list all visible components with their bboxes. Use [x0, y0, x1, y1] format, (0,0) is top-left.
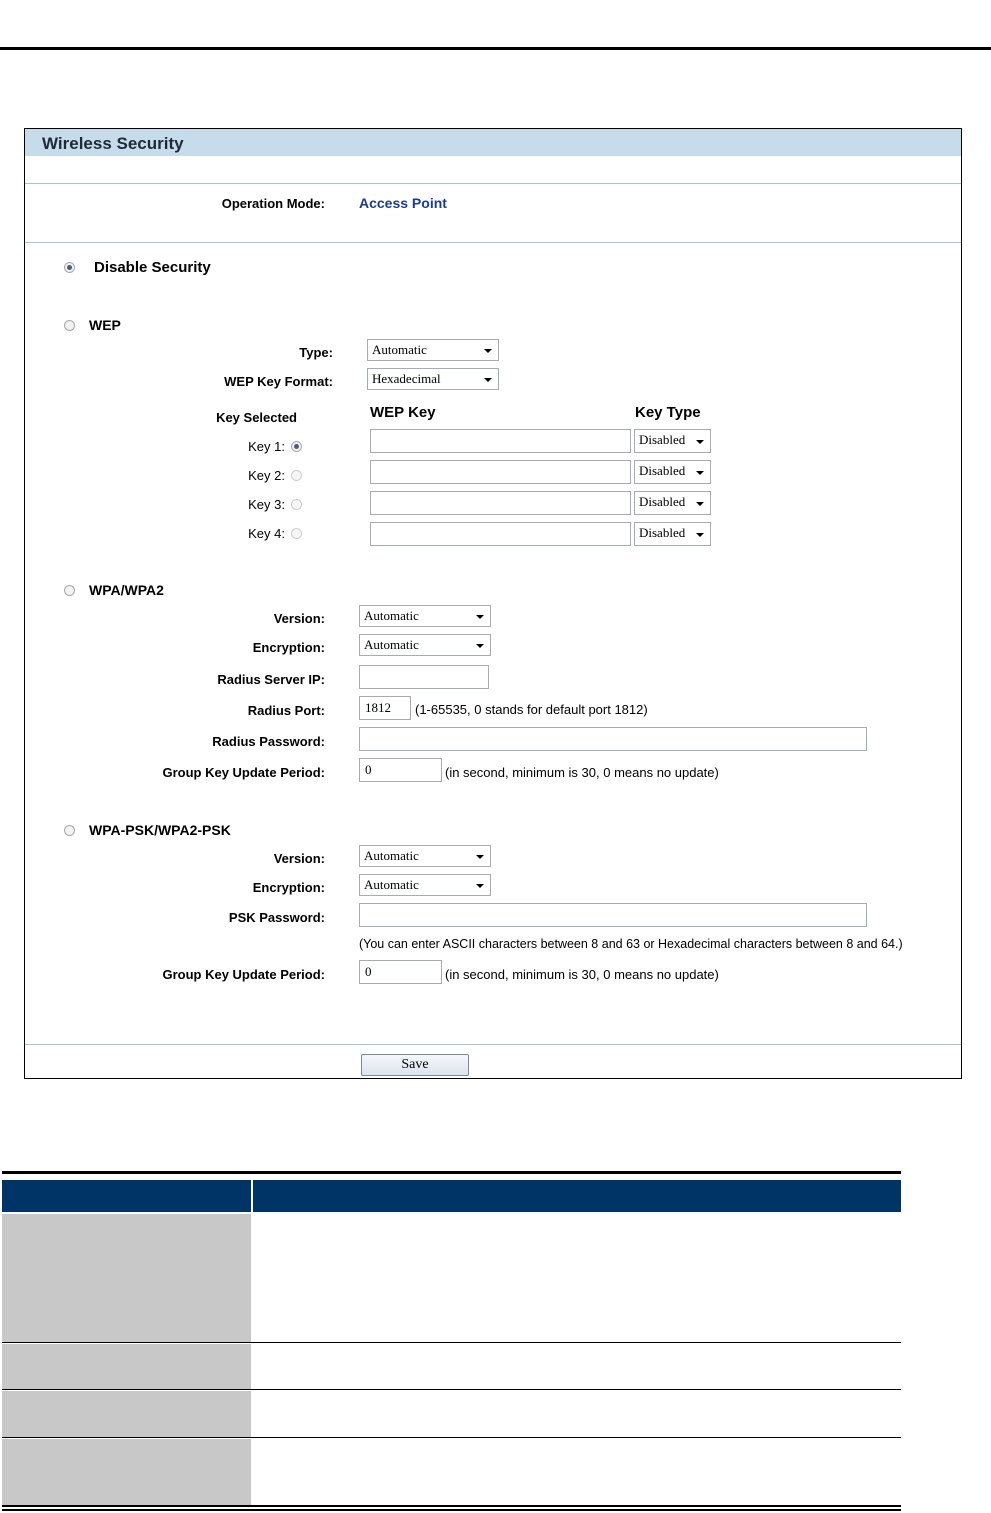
chevron-down-icon: [484, 349, 492, 353]
key-1-radio[interactable]: [291, 441, 302, 452]
table-cell-label: [2, 1391, 251, 1437]
key-3-type-select[interactable]: [634, 491, 711, 515]
key-3-input[interactable]: [370, 491, 631, 515]
psk-encryption-value: Automatic: [364, 877, 419, 892]
radius-port-label: Radius Port:: [247, 703, 325, 718]
wpa-group-key-hint: (in second, minimum is 30, 0 means no update): [445, 765, 719, 780]
wpa-version-value: Automatic: [364, 608, 419, 623]
psk-group-key-hint: (in second, minimum is 30, 0 means no update): [445, 967, 719, 982]
key-4-label: Key 4:: [248, 526, 285, 541]
psk-encryption-label: Encryption:: [252, 880, 325, 895]
psk-encryption-select[interactable]: [359, 874, 491, 896]
key-type-header: Key Type: [635, 404, 701, 421]
key-3-type-value: Disabled: [639, 494, 686, 509]
chevron-down-icon: [476, 884, 484, 888]
panel-title: Wireless Security: [42, 134, 184, 153]
psk-radio[interactable]: [64, 825, 75, 836]
table-row-rule: [2, 1437, 901, 1438]
chevron-down-icon: [696, 440, 704, 444]
table-cell-description: [253, 1344, 901, 1389]
divider: [25, 242, 961, 243]
wep-title: WEP: [89, 317, 121, 333]
key-2-type-select[interactable]: [634, 460, 711, 484]
table-cell-description: [253, 1391, 901, 1437]
wep-key-header: WEP Key: [370, 404, 436, 421]
psk-group-key-label: Group Key Update Period:: [162, 967, 325, 982]
psk-version-select[interactable]: [359, 845, 491, 867]
wpa-radio[interactable]: [64, 585, 75, 596]
key-1-input[interactable]: [370, 429, 631, 453]
save-button[interactable]: Save: [361, 1054, 469, 1076]
radius-password-label: Radius Password:: [212, 734, 325, 749]
table-cell-label: [2, 1344, 251, 1389]
table-row-rule: [2, 1342, 901, 1343]
table-cell-label: [2, 1214, 251, 1342]
table-cell-description: [253, 1439, 901, 1505]
wpa-title: WPA/WPA2: [89, 582, 164, 598]
psk-version-value: Automatic: [364, 848, 419, 863]
psk-version-label: Version:: [273, 851, 325, 866]
psk-group-key-input[interactable]: 0: [359, 960, 442, 984]
wep-key-format-select[interactable]: [367, 368, 499, 390]
wep-key-format-label: WEP Key Format:: [224, 374, 333, 389]
chevron-down-icon: [476, 644, 484, 648]
radius-port-hint: (1-65535, 0 stands for default port 1812): [415, 702, 648, 717]
wep-type-select[interactable]: [367, 339, 499, 361]
table-header-divider: [251, 1180, 253, 1212]
divider: [25, 183, 961, 184]
key-3-radio[interactable]: [291, 499, 302, 510]
wep-type-value: Automatic: [372, 342, 427, 357]
wpa-encryption-select[interactable]: [359, 634, 491, 656]
operation-mode-label: Operation Mode:: [221, 196, 325, 211]
table-cell-label: [2, 1439, 251, 1505]
panel-header: [25, 129, 961, 156]
key-4-radio[interactable]: [291, 528, 302, 539]
key-1-type-value: Disabled: [639, 432, 686, 447]
wep-type-label: Type:: [299, 345, 333, 360]
chevron-down-icon: [476, 855, 484, 859]
radius-password-input[interactable]: [359, 727, 867, 751]
wep-radio[interactable]: [64, 320, 75, 331]
wpa-encryption-value: Automatic: [364, 637, 419, 652]
table-bottom-rule: [2, 1505, 901, 1507]
table-cell-description: [253, 1214, 901, 1342]
disable-security-radio[interactable]: [64, 262, 75, 273]
divider: [25, 1044, 961, 1045]
key-3-label: Key 3:: [248, 497, 285, 512]
key-4-type-select[interactable]: [634, 522, 711, 546]
key-1-label: Key 1:: [248, 439, 285, 454]
table-header: [2, 1180, 901, 1212]
table-row-rule: [2, 1389, 901, 1390]
chevron-down-icon: [696, 471, 704, 475]
chevron-down-icon: [476, 615, 484, 619]
wpa-version-label: Version:: [273, 611, 325, 626]
radius-port-input[interactable]: 1812: [359, 696, 411, 720]
wpa-group-key-label: Group Key Update Period:: [162, 765, 325, 780]
table-top-rule: [2, 1171, 901, 1174]
radius-ip-label: Radius Server IP:: [217, 672, 325, 687]
psk-password-hint: (You can enter ASCII characters between 8 and 63 or Hexadecimal characters between 8 and 64.): [359, 937, 903, 951]
key-2-radio[interactable]: [291, 470, 302, 481]
key-selected-header: Key Selected: [216, 410, 297, 425]
wpa-group-key-input[interactable]: 0: [359, 758, 442, 782]
disable-security-label: Disable Security: [94, 259, 211, 276]
page-top-rule: [0, 47, 991, 50]
wep-key-format-value: Hexadecimal: [372, 371, 441, 386]
wireless-security-panel: [24, 128, 962, 1079]
key-4-type-value: Disabled: [639, 525, 686, 540]
wpa-version-select[interactable]: [359, 605, 491, 627]
key-2-type-value: Disabled: [639, 463, 686, 478]
psk-title: WPA-PSK/WPA2-PSK: [89, 822, 231, 838]
operation-mode-value: Access Point: [359, 195, 447, 211]
chevron-down-icon: [696, 533, 704, 537]
psk-password-input[interactable]: [359, 903, 867, 927]
chevron-down-icon: [696, 502, 704, 506]
key-2-label: Key 2:: [248, 468, 285, 483]
key-1-type-select[interactable]: [634, 429, 711, 453]
wpa-encryption-label: Encryption:: [252, 640, 325, 655]
table-bottom-rule: [2, 1509, 901, 1511]
radius-ip-input[interactable]: [359, 665, 489, 689]
chevron-down-icon: [484, 378, 492, 382]
key-4-input[interactable]: [370, 522, 631, 546]
psk-password-label: PSK Password:: [228, 910, 325, 925]
key-2-input[interactable]: [370, 460, 631, 484]
